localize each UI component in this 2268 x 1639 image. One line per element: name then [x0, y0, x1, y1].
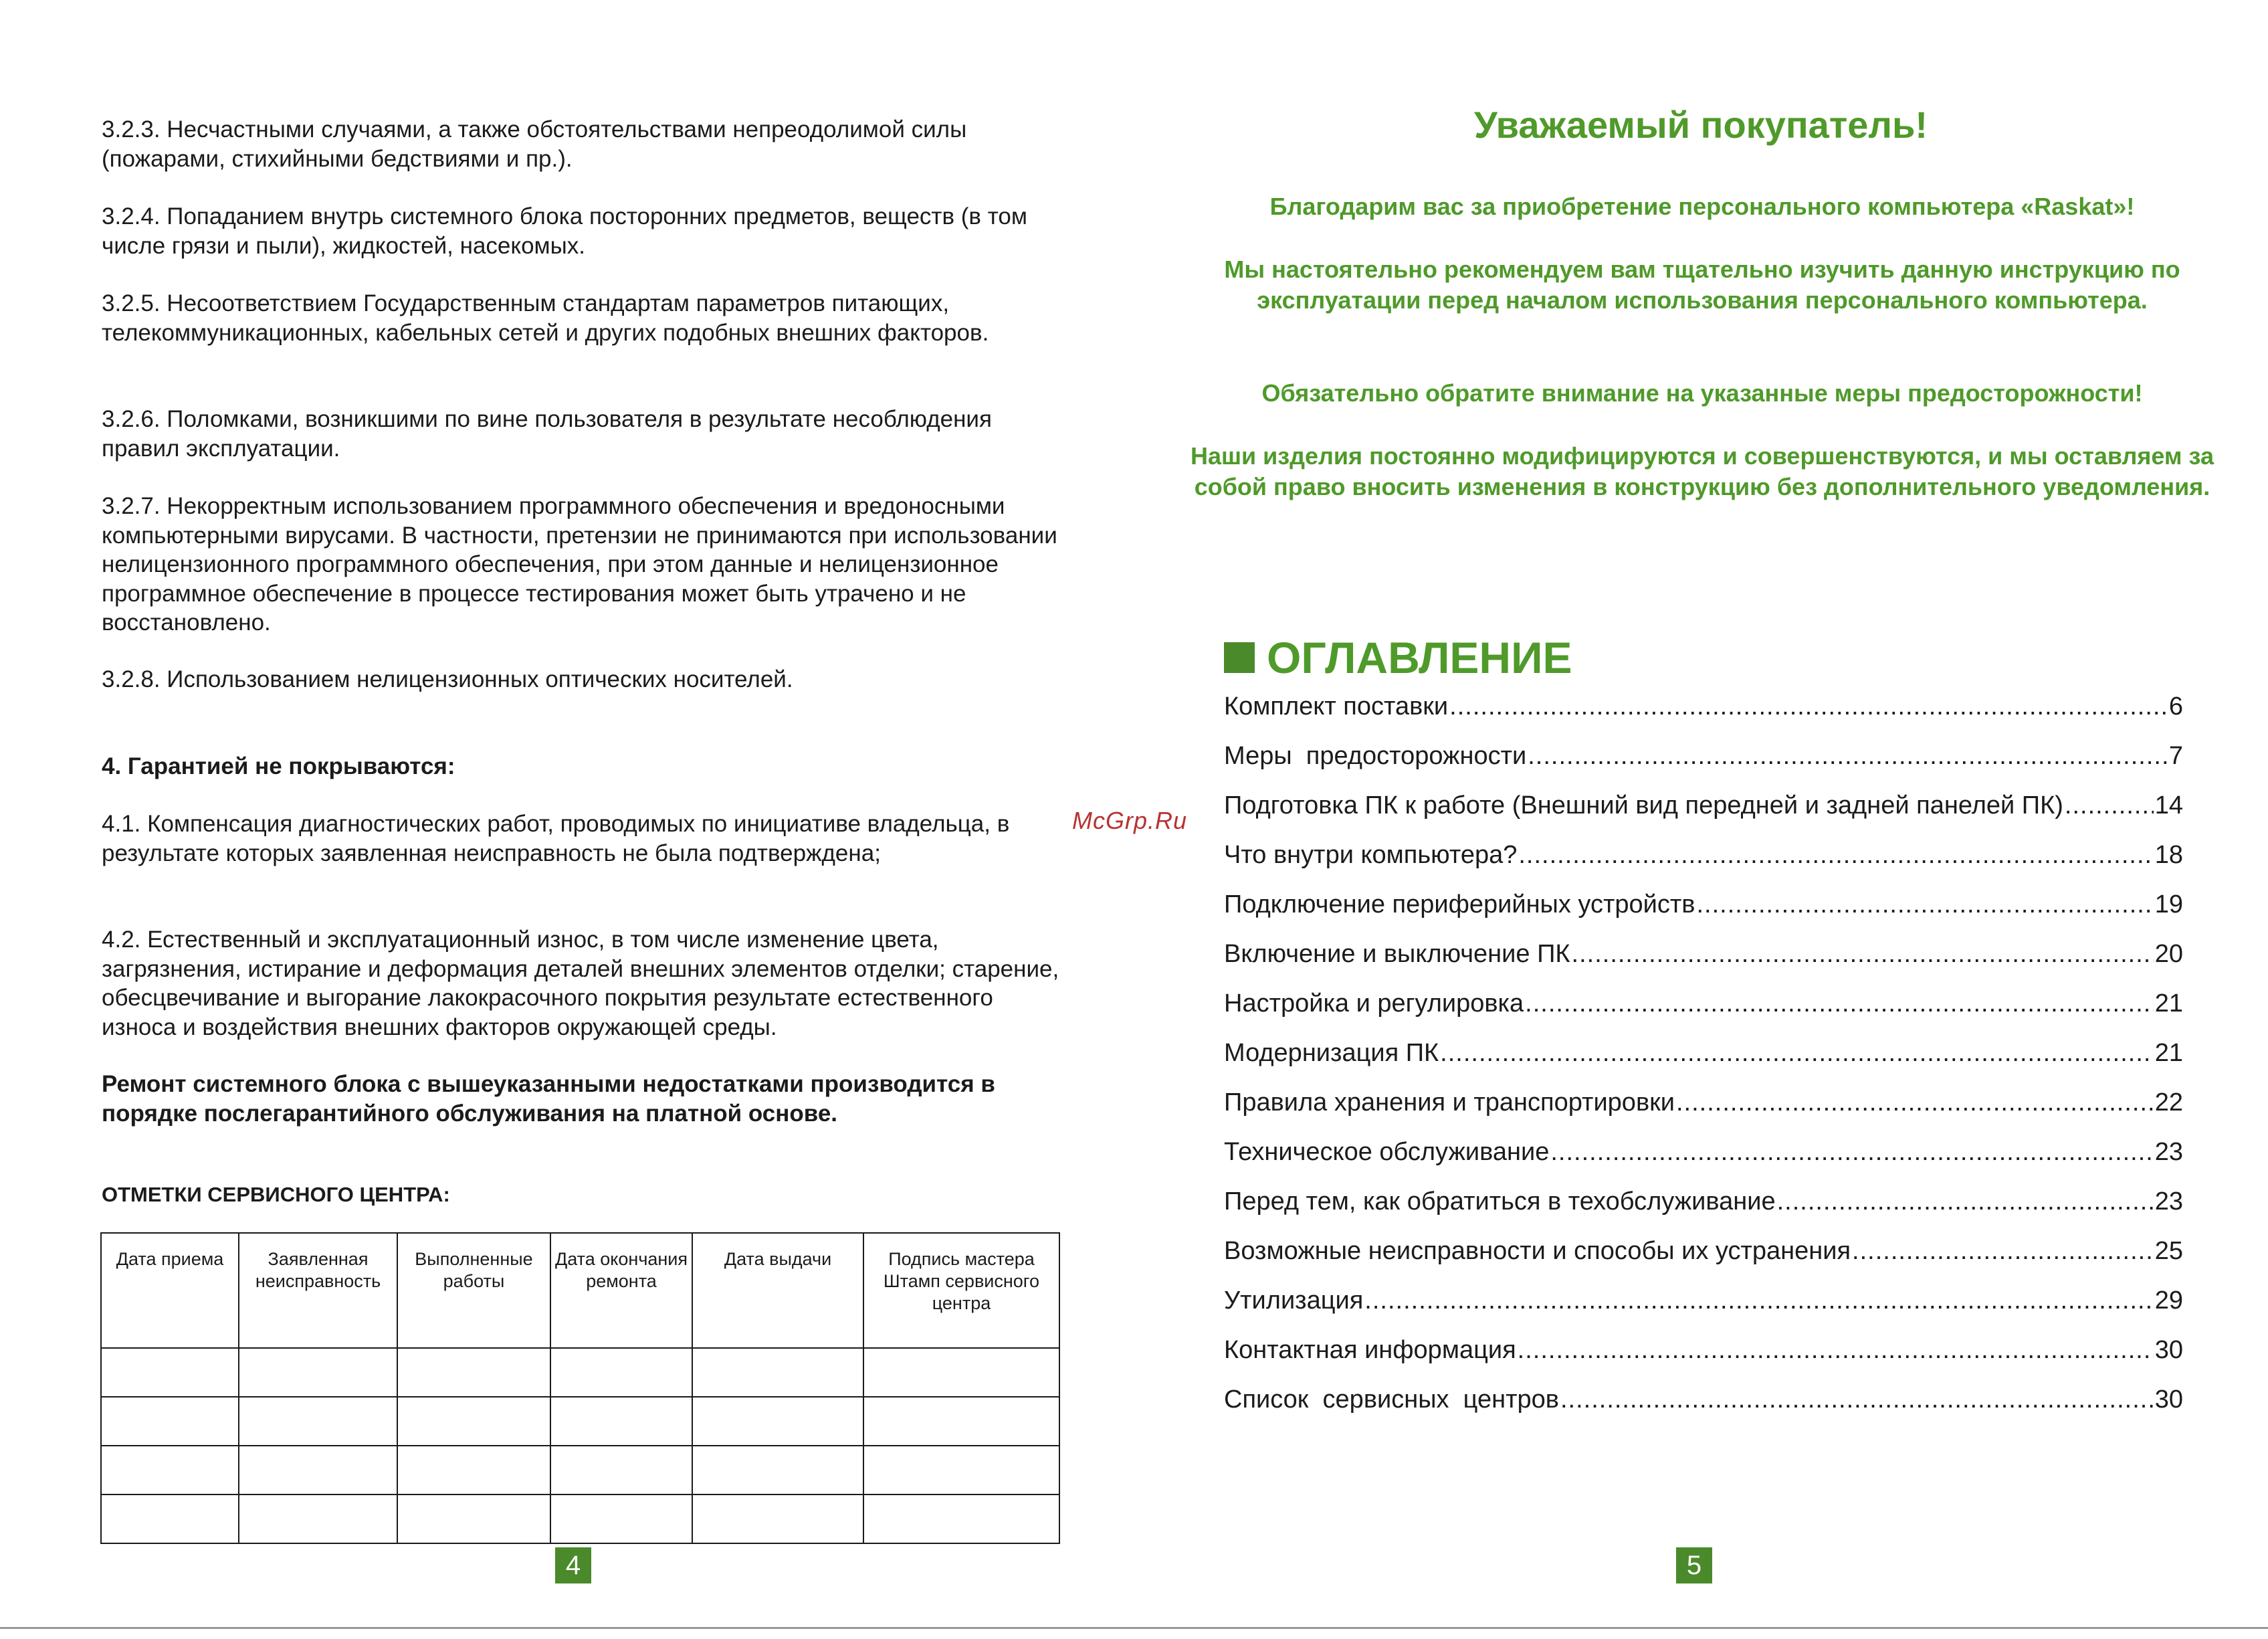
paragraph-4-2: 4.2. Естественный и эксплуатационный износ, в том числе изменение цвета, загрязнения, истирание и деформация деталей внешних элементов отделки; старение, обесцвечивание и выгорание лакокрасочного покрытия результате естественного износа и воздействия внешних факторов окружающей среды. [102, 927, 1059, 1040]
toc-item[interactable] [1224, 836, 2183, 886]
toc-item-title: Список сервисных центров [1224, 1385, 1559, 1414]
toc-item-title: Комплект поставки [1224, 692, 1449, 720]
precautions-message: Обязательно обратите внимание на указанные меры предосторожности! [1261, 379, 2143, 407]
table-cell[interactable] [692, 1446, 863, 1495]
table-header-row [101, 1233, 1059, 1348]
toc-item-page: 22 [2154, 1088, 2183, 1117]
table-cell[interactable] [550, 1446, 692, 1495]
toc-heading-label: ОГЛАВЛЕНИЕ [1267, 633, 1572, 682]
col-header-signature-stamp: Подпись мастера Штамп сервисного центра [863, 1233, 1059, 1348]
toc-item-page: 23 [2154, 1187, 2183, 1216]
section-4-title: 4. Гарантией не покрываются: [102, 753, 455, 779]
paragraph-3-2-5: 3.2.5. Несоответствием Государственным стандартам параметров питающих, телекоммуникационных, кабельных сетей и других подобных внешних факторов. [102, 290, 989, 346]
toc-leader [1449, 688, 2168, 725]
toc-square-icon [1224, 642, 1255, 673]
col-header-receipt-date: Дата приема [101, 1233, 239, 1348]
toc-item-title: Что внутри компьютера? [1224, 841, 1518, 869]
col-header-repair-end-date: Дата окончания ремонта [550, 1233, 692, 1348]
toc-item-page: 7 [2168, 742, 2183, 770]
table-cell[interactable] [101, 1348, 239, 1397]
toc-leader [1528, 737, 2168, 775]
table-cell[interactable] [239, 1446, 397, 1495]
repair-note: Ремонт системного блока с вышеуказанными недостатками производится в порядке послегарантийного обслуживания на платной основе. [102, 1071, 995, 1127]
toc-leader [1525, 985, 2154, 1022]
toc-item-page: 20 [2154, 940, 2183, 968]
paragraph-3-2-8: 3.2.8. Использованием нелицензионных оптических носителей. [102, 666, 793, 692]
toc-leader [1364, 1282, 2153, 1319]
table-cell[interactable] [397, 1397, 550, 1446]
toc-item-page: 21 [2154, 1039, 2183, 1067]
toc-item-title: Правила хранения и транспортировки [1224, 1088, 1675, 1117]
toc-item[interactable] [1224, 1232, 2183, 1282]
page-number-right: 5 [1676, 1547, 1712, 1583]
toc-leader [1777, 1183, 2154, 1220]
toc-leader [1676, 1084, 2154, 1121]
modification-notice: Наши изделия постоянно модифицируются и совершенствуются, и мы оставляем за собой право вносить изменения в конструкцию без дополнительного уведомления. [1191, 442, 2214, 500]
table-cell[interactable] [863, 1446, 1059, 1495]
toc-item[interactable] [1224, 1133, 2183, 1183]
toc-item[interactable] [1224, 1381, 2183, 1430]
table-cell[interactable] [550, 1397, 692, 1446]
toc-leader [1852, 1232, 2154, 1270]
table-cell[interactable] [692, 1495, 863, 1543]
toc-item-page: 29 [2154, 1286, 2183, 1315]
watermark-text: McGrp.Ru [1072, 807, 1188, 834]
toc-item[interactable] [1224, 935, 2183, 985]
paragraph-3-2-3: 3.2.3. Несчастными случаями, а также обстоятельствами непреодолимой силы (пожарами, стихийными бедствиями и пр.). [102, 116, 967, 172]
toc-item[interactable] [1224, 1183, 2183, 1232]
toc-item-title: Настройка и регулировка [1224, 989, 1524, 1018]
service-center-table [100, 1232, 1060, 1544]
toc-item[interactable] [1224, 737, 2183, 787]
toc-leader [1560, 1381, 2154, 1418]
toc-item[interactable] [1224, 985, 2183, 1034]
toc-item[interactable] [1224, 886, 2183, 935]
table-cell[interactable] [692, 1397, 863, 1446]
table-row [101, 1348, 1059, 1397]
toc-item-title: Подготовка ПК к работе (Внешний вид передней и задней панелей ПК) [1224, 791, 2063, 820]
table-cell[interactable] [397, 1348, 550, 1397]
table-cell[interactable] [863, 1495, 1059, 1543]
table-row [101, 1446, 1059, 1495]
col-header-issue-date: Дата выдачи [692, 1233, 863, 1348]
toc-leader [1518, 1331, 2154, 1369]
toc-item[interactable] [1224, 1331, 2183, 1381]
toc-item-page: 21 [2154, 989, 2183, 1018]
page-number-left: 4 [555, 1547, 591, 1583]
table-cell[interactable] [101, 1495, 239, 1543]
toc-item[interactable] [1224, 1282, 2183, 1331]
table-cell[interactable] [550, 1348, 692, 1397]
toc-item-title: Утилизация [1224, 1286, 1364, 1315]
table-of-contents [1224, 688, 2183, 1430]
toc-item[interactable] [1224, 787, 2183, 836]
toc-item[interactable] [1224, 1084, 2183, 1133]
table-row [101, 1397, 1059, 1446]
toc-item-page: 14 [2154, 791, 2183, 820]
paragraph-3-2-7: 3.2.7. Некорректным использованием программного обеспечения и вредоносными компьютерными вирусами. В частности, претензии не принимаются при использовании нелицензионного программного обеспечения, при этом данные и нелицензионное программное обеспечение в процессе тестирования может быть утрачено и не восстановлено. [102, 493, 1057, 636]
toc-leader [2065, 787, 2154, 824]
table-row [101, 1495, 1059, 1543]
toc-leader [1550, 1133, 2153, 1171]
toc-leader [1572, 935, 2154, 973]
toc-item-title: Подключение периферийных устройств [1224, 890, 1695, 919]
table-cell[interactable] [101, 1446, 239, 1495]
toc-item-page: 25 [2154, 1237, 2183, 1265]
toc-item[interactable] [1224, 1034, 2183, 1084]
col-header-declared-fault: Заявленная неисправность [239, 1233, 397, 1348]
table-cell[interactable] [239, 1397, 397, 1446]
toc-item-page: 18 [2154, 841, 2183, 869]
table-cell[interactable] [239, 1495, 397, 1543]
toc-leader [1518, 836, 2153, 874]
table-cell[interactable] [863, 1397, 1059, 1446]
toc-item-title: Модернизация ПК [1224, 1039, 1439, 1067]
table-cell[interactable] [863, 1348, 1059, 1397]
paragraph-3-2-6: 3.2.6. Поломками, возникшими по вине пользователя в результате несоблюдения правил эксплуатации. [102, 406, 992, 462]
table-cell[interactable] [692, 1348, 863, 1397]
toc-heading [1224, 632, 1572, 683]
toc-item[interactable] [1224, 688, 2183, 737]
table-cell[interactable] [397, 1495, 550, 1543]
toc-item-title: Меры предосторожности [1224, 742, 1527, 770]
table-cell[interactable] [101, 1397, 239, 1446]
toc-item-title: Техническое обслуживание [1224, 1138, 1550, 1166]
toc-item-title: Возможные неисправности и способы их устранения [1224, 1237, 1851, 1265]
table-cell[interactable] [550, 1495, 692, 1543]
toc-leader [1440, 1034, 2154, 1072]
service-center-title: ОТМЕТКИ СЕРВИСНОГО ЦЕНТРА: [102, 1183, 450, 1206]
thanks-message: Благодарим вас за приобретение персонального компьютера «Raskat»! [1269, 193, 2135, 220]
paragraph-4-1: 4.1. Компенсация диагностических работ, проводимых по инициативе владельца, в результате которых заявленная неисправность не была подтверждена; [102, 811, 1010, 866]
toc-leader [1696, 886, 2153, 923]
toc-item-title: Контактная информация [1224, 1336, 1516, 1364]
table-cell[interactable] [397, 1446, 550, 1495]
greeting-heading: Уважаемый покупатель! [1473, 104, 1928, 146]
toc-item-page: 6 [2168, 692, 2183, 720]
toc-item-title: Перед тем, как обратиться в техобслуживание [1224, 1187, 1776, 1216]
table-cell[interactable] [239, 1348, 397, 1397]
toc-item-page: 30 [2154, 1385, 2183, 1414]
paragraph-3-2-4: 3.2.4. Попаданием внутрь системного блока посторонних предметов, веществ (в том числе грязи и пыли), жидкостей, насекомых. [102, 203, 1027, 259]
toc-item-title: Включение и выключение ПК [1224, 940, 1570, 968]
bottom-divider [0, 1627, 2268, 1629]
col-header-work-done: Выполненные работы [397, 1233, 550, 1348]
recommendation-message: Мы настоятельно рекомендуем вам тщательно изучить данную инструкцию по эксплуатации перед началом использования персонального компьютера. [1224, 256, 2180, 314]
toc-item-page: 30 [2154, 1336, 2183, 1364]
toc-item-page: 23 [2154, 1138, 2183, 1166]
toc-item-page: 19 [2154, 890, 2183, 919]
